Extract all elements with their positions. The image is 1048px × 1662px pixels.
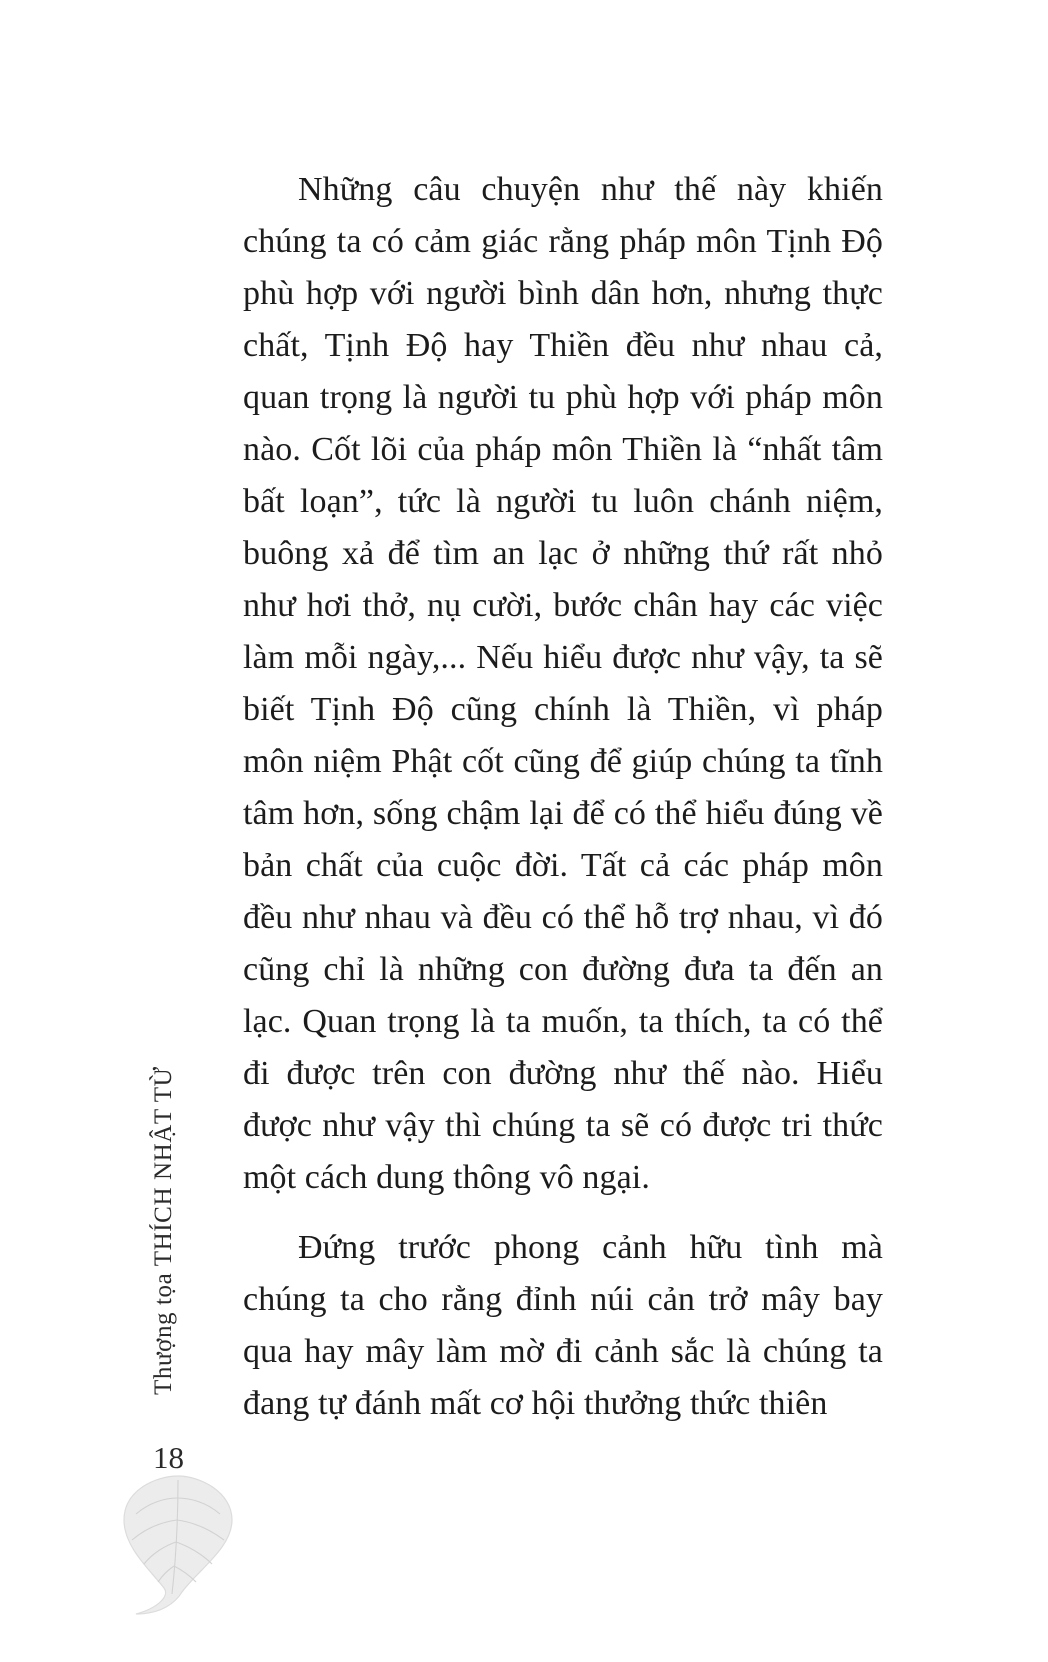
bodhi-leaf-icon	[118, 1468, 238, 1618]
paragraph-1: Những câu chuyện như thế này khiến chúng ta có cảm giác rằng pháp môn Tịnh Độ phù hợp với người bình dân hơn, nhưng thực chất, Tịnh Độ hay Thiền đều như nhau cả, quan trọng là người tu phù hợp với pháp môn nào. Cốt lõi của pháp môn Thiền là “nhất tâm bất loạn”, tức là người tu luôn chánh niệm, buông xả để tìm an lạc ở những thứ rất nhỏ như hơi thở, nụ cười, bước chân hay các việc làm mỗi ngày,... Nếu hiểu được như vậy, ta sẽ biết Tịnh Độ cũng chính là Thiền, vì pháp môn niệm Phật cốt cũng để giúp chúng ta tĩnh tâm hơn, sống chậm lại để có thể hiểu đúng về bản chất của cuộc đời. Tất cả các pháp môn đều như nhau và đều có thể hỗ trợ nhau, vì đó cũng chỉ là những con đường đưa ta đến an lạc. Quan trọng là ta muốn, ta thích, ta có thể đi được trên con đường như thế nào. Hiểu được như vậy thì chúng ta sẽ có được tri thức một cách dung thông vô ngại.	[243, 171, 883, 1196]
body-text	[243, 164, 883, 1430]
paragraph-2: Đứng trước phong cảnh hữu tình mà chúng ta cho rằng đỉnh núi cản trở mây bay qua hay mây làm mờ đi cảnh sắc là chúng ta đang tự đánh mất cơ hội thưởng thức thiên	[243, 1229, 883, 1422]
page-number: 18	[153, 1440, 184, 1475]
running-head-author: Thượng tọa THÍCH NHẬT TỪ	[150, 1066, 177, 1395]
